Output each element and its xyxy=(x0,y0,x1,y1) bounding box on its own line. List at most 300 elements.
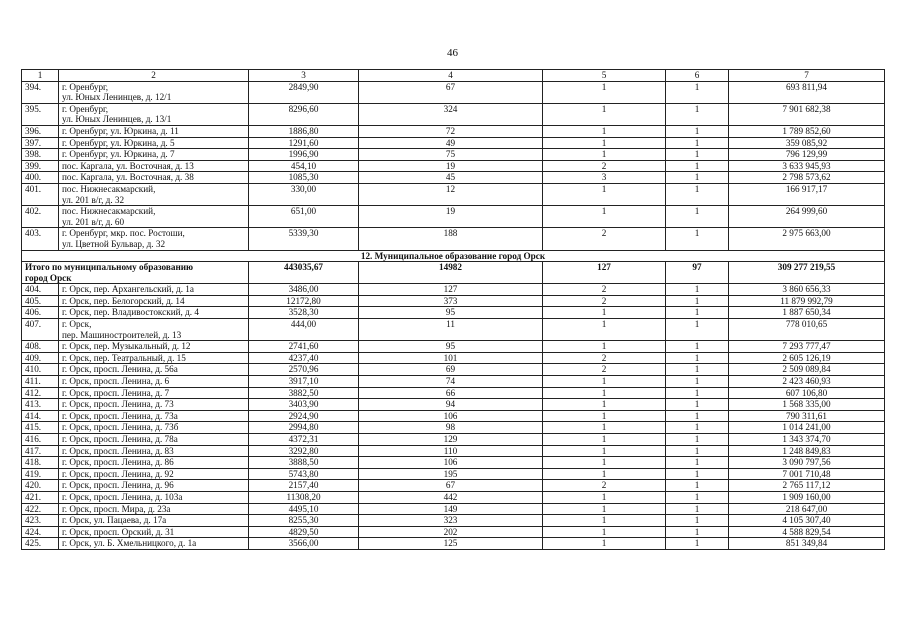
text-line: г. Орск, просп. Ленина, д. 73а xyxy=(62,410,178,421)
text-line: г. Оренбург, ул. Юркина, д. 11 xyxy=(62,125,179,136)
text-line: город Орск xyxy=(25,272,72,283)
col6-cell: 1 xyxy=(666,538,729,550)
row-number: 404. xyxy=(22,284,59,296)
table-row xyxy=(22,295,885,307)
residents-cell: 67 xyxy=(359,81,543,103)
row-number: 418. xyxy=(22,457,59,469)
col5-cell: 1 xyxy=(543,137,666,149)
address-cell xyxy=(59,81,249,103)
text-line: пос. Нижнесакмарский, xyxy=(62,206,156,217)
cost-cell: 778 010,65 xyxy=(729,319,885,341)
address-cell xyxy=(59,149,249,161)
cost-cell: 1 248 849,83 xyxy=(729,445,885,457)
cost-cell: 790 311,61 xyxy=(729,410,885,422)
area-cell: 3882,50 xyxy=(249,387,359,399)
col5-cell: 1 xyxy=(543,376,666,388)
cost-cell: 2 765 117,12 xyxy=(729,480,885,492)
col6-cell: 1 xyxy=(666,172,729,184)
area-cell: 3888,50 xyxy=(249,457,359,469)
text-line: г. Орск, ул. Б. Хмельницкого, д. 1а xyxy=(62,538,197,549)
col5-cell: 1 xyxy=(543,149,666,161)
area-cell: 3403,90 xyxy=(249,399,359,411)
row-number: 402. xyxy=(22,206,59,228)
cost-cell: 166 917,17 xyxy=(729,183,885,205)
area-cell: 444,00 xyxy=(249,319,359,341)
text-line: г. Орск, просп. Ленина, д. 6 xyxy=(62,376,170,387)
table-row xyxy=(22,307,885,319)
table-row xyxy=(22,137,885,149)
address-cell xyxy=(59,422,249,434)
area-cell: 3917,10 xyxy=(249,376,359,388)
col5-cell: 2 xyxy=(543,284,666,296)
row-number: 395. xyxy=(22,103,59,125)
residents-cell: 106 xyxy=(359,457,543,469)
row-number: 399. xyxy=(22,160,59,172)
table-row xyxy=(22,491,885,503)
cost-cell: 693 811,94 xyxy=(729,81,885,103)
row-number: 417. xyxy=(22,445,59,457)
area-cell: 651,00 xyxy=(249,206,359,228)
address-cell xyxy=(59,160,249,172)
residents-cell: 94 xyxy=(359,399,543,411)
cost-cell: 359 085,92 xyxy=(729,137,885,149)
text-line: г. Орск, пер. Владивостокский, д. 4 xyxy=(62,307,199,318)
cost-cell: 4 105 307,40 xyxy=(729,515,885,527)
residents-cell: 95 xyxy=(359,307,543,319)
col5-cell: 1 xyxy=(543,410,666,422)
table-row xyxy=(22,468,885,480)
text-line: г. Орск, просп. Ленина, д. 96 xyxy=(62,480,174,491)
text-line: пер. Машиностроителей, д. 13 xyxy=(62,329,182,340)
row-number: 410. xyxy=(22,364,59,376)
table-row xyxy=(22,103,885,125)
row-number: 409. xyxy=(22,352,59,364)
col6-cell: 1 xyxy=(666,399,729,411)
text-line: г. Оренбург, ул. Юркина, д. 5 xyxy=(62,137,175,148)
column-header: 3 xyxy=(249,70,359,82)
cost-cell: 7 293 777,47 xyxy=(729,341,885,353)
cost-cell: 851 349,84 xyxy=(729,538,885,550)
text-line: г. Оренбург, xyxy=(62,81,109,92)
residents-cell: 95 xyxy=(359,341,543,353)
table-row xyxy=(22,125,885,137)
table-row xyxy=(22,183,885,205)
col5-cell: 1 xyxy=(543,341,666,353)
address-cell xyxy=(59,183,249,205)
col5-cell: 3 xyxy=(543,172,666,184)
table-row xyxy=(22,503,885,515)
area-cell: 8255,30 xyxy=(249,515,359,527)
area-cell: 2849,90 xyxy=(249,81,359,103)
col6-cell: 1 xyxy=(666,206,729,228)
address-cell xyxy=(59,387,249,399)
col5-cell: 2 xyxy=(543,228,666,250)
residents-cell: 195 xyxy=(359,468,543,480)
col6-cell: 1 xyxy=(666,183,729,205)
col5-cell: 1 xyxy=(543,103,666,125)
col6-cell: 1 xyxy=(666,515,729,527)
table-row xyxy=(22,480,885,492)
row-number: 422. xyxy=(22,503,59,515)
address-cell xyxy=(59,341,249,353)
row-number: 423. xyxy=(22,515,59,527)
row-number: 411. xyxy=(22,376,59,388)
text-line: пос. Каргала, ул. Восточная, д. 38 xyxy=(62,172,194,183)
area-cell: 1996,90 xyxy=(249,149,359,161)
col6-cell: 1 xyxy=(666,422,729,434)
table-row xyxy=(22,206,885,228)
column-header: 2 xyxy=(59,70,249,82)
text-line: г. Орск, пер. Театральный, д. 15 xyxy=(62,352,186,363)
table-row xyxy=(22,434,885,446)
column-header: 6 xyxy=(666,70,729,82)
col5-cell: 2 xyxy=(543,480,666,492)
col5-cell: 1 xyxy=(543,491,666,503)
text-line: г. Орск, просп. Ленина, д. 56а xyxy=(62,364,178,375)
row-number: 405. xyxy=(22,295,59,307)
area-cell: 4829,50 xyxy=(249,526,359,538)
table-row xyxy=(22,538,885,550)
area-cell: 2924,90 xyxy=(249,410,359,422)
table-row xyxy=(22,160,885,172)
residents-cell: 323 xyxy=(359,515,543,527)
col5-cell: 2 xyxy=(543,364,666,376)
table-row xyxy=(22,172,885,184)
residents-cell: 49 xyxy=(359,137,543,149)
address-cell xyxy=(59,364,249,376)
total-col5: 127 xyxy=(543,262,666,284)
area-cell: 3528,30 xyxy=(249,307,359,319)
table-row xyxy=(22,352,885,364)
row-number: 414. xyxy=(22,410,59,422)
cost-cell: 11 879 992,79 xyxy=(729,295,885,307)
table-row xyxy=(22,526,885,538)
area-cell: 5339,30 xyxy=(249,228,359,250)
col5-cell: 1 xyxy=(543,526,666,538)
cost-cell: 3 090 797,56 xyxy=(729,457,885,469)
col5-cell: 1 xyxy=(543,183,666,205)
residents-cell: 324 xyxy=(359,103,543,125)
area-cell: 2570,96 xyxy=(249,364,359,376)
address-cell xyxy=(59,491,249,503)
header-row xyxy=(22,70,885,82)
residents-cell: 67 xyxy=(359,480,543,492)
area-cell: 454,10 xyxy=(249,160,359,172)
cost-cell: 796 129,99 xyxy=(729,149,885,161)
address-cell xyxy=(59,538,249,550)
row-number: 401. xyxy=(22,183,59,205)
area-cell: 2157,40 xyxy=(249,480,359,492)
cost-cell: 1 909 160,00 xyxy=(729,491,885,503)
address-cell xyxy=(59,526,249,538)
address-cell xyxy=(59,295,249,307)
table-row xyxy=(22,319,885,341)
col6-cell: 1 xyxy=(666,228,729,250)
cost-cell: 2 605 126,19 xyxy=(729,352,885,364)
col5-cell: 1 xyxy=(543,125,666,137)
residents-cell: 66 xyxy=(359,387,543,399)
row-number: 415. xyxy=(22,422,59,434)
col5-cell: 1 xyxy=(543,387,666,399)
col6-cell: 1 xyxy=(666,160,729,172)
area-cell: 2994,80 xyxy=(249,422,359,434)
text-line: г. Орск, просп. Ленина, д. 83 xyxy=(62,445,174,456)
col6-cell: 1 xyxy=(666,434,729,446)
col6-cell: 1 xyxy=(666,81,729,103)
row-number: 403. xyxy=(22,228,59,250)
table-row xyxy=(22,410,885,422)
area-cell: 12172,80 xyxy=(249,295,359,307)
text-line: г. Орск, просп. Ленина, д. 86 xyxy=(62,457,174,468)
residents-cell: 19 xyxy=(359,160,543,172)
row-number: 413. xyxy=(22,399,59,411)
row-number: 421. xyxy=(22,491,59,503)
row-number: 416. xyxy=(22,434,59,446)
col5-cell: 1 xyxy=(543,399,666,411)
col5-cell: 1 xyxy=(543,538,666,550)
col5-cell: 2 xyxy=(543,352,666,364)
area-cell: 4372,31 xyxy=(249,434,359,446)
address-cell xyxy=(59,228,249,250)
col5-cell: 1 xyxy=(543,307,666,319)
col6-cell: 1 xyxy=(666,149,729,161)
text-line: г. Орск, пер. Белогорский, д. 14 xyxy=(62,295,185,306)
address-cell xyxy=(59,457,249,469)
residents-cell: 74 xyxy=(359,376,543,388)
address-cell xyxy=(59,445,249,457)
address-cell xyxy=(59,137,249,149)
table-row xyxy=(22,399,885,411)
table-row xyxy=(22,228,885,250)
col6-cell: 1 xyxy=(666,125,729,137)
address-cell xyxy=(59,434,249,446)
cost-cell: 3 633 945,93 xyxy=(729,160,885,172)
text-line: г. Орск, просп. Мира, д. 23а xyxy=(62,503,171,514)
residents-cell: 129 xyxy=(359,434,543,446)
row-number: 412. xyxy=(22,387,59,399)
residents-cell: 101 xyxy=(359,352,543,364)
col6-cell: 1 xyxy=(666,376,729,388)
col5-cell: 1 xyxy=(543,445,666,457)
col6-cell: 1 xyxy=(666,457,729,469)
residents-cell: 45 xyxy=(359,172,543,184)
row-number: 408. xyxy=(22,341,59,353)
area-cell: 1291,60 xyxy=(249,137,359,149)
cost-cell: 7 001 710,48 xyxy=(729,468,885,480)
address-cell xyxy=(59,410,249,422)
housing-table xyxy=(21,69,885,550)
col6-cell: 1 xyxy=(666,103,729,125)
area-cell: 8296,60 xyxy=(249,103,359,125)
row-number: 396. xyxy=(22,125,59,137)
address-cell xyxy=(59,206,249,228)
text-line: г. Орск, просп. Ленина, д. 7 xyxy=(62,387,170,398)
col6-cell: 1 xyxy=(666,445,729,457)
row-number: 420. xyxy=(22,480,59,492)
cost-cell: 264 999,60 xyxy=(729,206,885,228)
address-cell xyxy=(59,284,249,296)
address-cell xyxy=(59,307,249,319)
cost-cell: 218 647,00 xyxy=(729,503,885,515)
table-row xyxy=(22,445,885,457)
col5-cell: 2 xyxy=(543,160,666,172)
cost-cell: 607 106,80 xyxy=(729,387,885,399)
address-cell xyxy=(59,352,249,364)
table-row xyxy=(22,422,885,434)
text-line: Итого по муниципальному образованию xyxy=(25,262,194,273)
total-area: 443035,67 xyxy=(249,262,359,284)
row-number: 424. xyxy=(22,526,59,538)
col5-cell: 1 xyxy=(543,503,666,515)
text-line: ул. 201 в/г, д. 60 xyxy=(62,216,125,227)
cost-cell: 2 798 573,62 xyxy=(729,172,885,184)
text-line: г. Орск, просп. Ленина, д. 73б xyxy=(62,422,179,433)
residents-cell: 149 xyxy=(359,503,543,515)
text-line: г. Оренбург, xyxy=(62,103,109,114)
cost-cell: 1 789 852,60 xyxy=(729,125,885,137)
cost-cell: 2 975 663,00 xyxy=(729,228,885,250)
column-header: 1 xyxy=(22,70,59,82)
address-cell xyxy=(59,515,249,527)
area-cell: 3486,00 xyxy=(249,284,359,296)
residents-cell: 125 xyxy=(359,538,543,550)
area-cell: 1085,30 xyxy=(249,172,359,184)
residents-cell: 12 xyxy=(359,183,543,205)
cost-cell: 3 860 656,33 xyxy=(729,284,885,296)
text-line: г. Орск, просп. Ленина, д. 78а xyxy=(62,434,178,444)
residents-cell: 202 xyxy=(359,526,543,538)
col6-cell: 1 xyxy=(666,387,729,399)
col5-cell: 2 xyxy=(543,295,666,307)
text-line: пос. Каргала, ул. Восточная, д. 13 xyxy=(62,160,194,171)
cost-cell: 1 014 241,00 xyxy=(729,422,885,434)
row-number: 400. xyxy=(22,172,59,184)
cost-cell: 1 568 335,00 xyxy=(729,399,885,411)
cost-cell: 1 887 650,34 xyxy=(729,307,885,319)
col6-cell: 1 xyxy=(666,410,729,422)
col5-cell: 1 xyxy=(543,515,666,527)
address-cell xyxy=(59,172,249,184)
column-header: 5 xyxy=(543,70,666,82)
residents-cell: 106 xyxy=(359,410,543,422)
section-row xyxy=(22,250,885,262)
residents-cell: 11 xyxy=(359,319,543,341)
row-number: 425. xyxy=(22,538,59,550)
page-number: 46 xyxy=(447,47,458,59)
table-row xyxy=(22,457,885,469)
residents-cell: 110 xyxy=(359,445,543,457)
cost-cell: 2 423 460,93 xyxy=(729,376,885,388)
text-line: ул. 201 в/г, д. 32 xyxy=(62,194,125,205)
col6-cell: 1 xyxy=(666,352,729,364)
total-label xyxy=(22,262,249,284)
total-row xyxy=(22,262,885,284)
area-cell: 11308,20 xyxy=(249,491,359,503)
section-title: 12. Муниципальное образование город Орск xyxy=(22,250,885,262)
row-number: 419. xyxy=(22,468,59,480)
table-row xyxy=(22,341,885,353)
col6-cell: 1 xyxy=(666,503,729,515)
area-cell: 3292,80 xyxy=(249,445,359,457)
col6-cell: 1 xyxy=(666,491,729,503)
text-line: г. Орск, xyxy=(62,319,92,330)
text-line: г. Орск, просп. Ленина, д. 92 xyxy=(62,468,174,479)
row-number: 397. xyxy=(22,137,59,149)
address-cell xyxy=(59,103,249,125)
address-cell xyxy=(59,503,249,515)
row-number: 394. xyxy=(22,81,59,103)
col6-cell: 1 xyxy=(666,480,729,492)
col6-cell: 1 xyxy=(666,295,729,307)
col6-cell: 1 xyxy=(666,341,729,353)
col6-cell: 1 xyxy=(666,364,729,376)
area-cell: 2741,60 xyxy=(249,341,359,353)
total-cost: 309 277 219,55 xyxy=(729,262,885,284)
col6-cell: 1 xyxy=(666,319,729,341)
address-cell xyxy=(59,376,249,388)
col6-cell: 1 xyxy=(666,284,729,296)
address-cell xyxy=(59,125,249,137)
text-line: ул. Цветной Бульвар, д. 32 xyxy=(62,238,166,249)
col5-cell: 1 xyxy=(543,468,666,480)
residents-cell: 19 xyxy=(359,206,543,228)
cost-cell: 7 901 682,38 xyxy=(729,103,885,125)
text-line: г. Орск, просп. Орский, д. 31 xyxy=(62,526,175,537)
text-line: г. Орск, просп. Ленина, д. 103а xyxy=(62,491,183,502)
address-cell xyxy=(59,399,249,411)
residents-cell: 188 xyxy=(359,228,543,250)
table-row xyxy=(22,364,885,376)
col5-cell: 1 xyxy=(543,457,666,469)
residents-cell: 98 xyxy=(359,422,543,434)
table-row xyxy=(22,81,885,103)
text-line: г. Орск, пер. Музыкальный, д. 12 xyxy=(62,341,191,352)
text-line: г. Орск, пер. Архангельский, д. 1а xyxy=(62,284,194,295)
area-cell: 330,00 xyxy=(249,183,359,205)
residents-cell: 442 xyxy=(359,491,543,503)
area-cell: 3566,00 xyxy=(249,538,359,550)
text-line: ул. Юных Ленинцев, д. 13/1 xyxy=(62,114,172,125)
residents-cell: 69 xyxy=(359,364,543,376)
cost-cell: 2 509 089,84 xyxy=(729,364,885,376)
table-row xyxy=(22,149,885,161)
text-line: г. Орск, ул. Пацаева, д. 17а xyxy=(62,515,167,526)
col5-cell: 1 xyxy=(543,81,666,103)
cost-cell: 1 343 374,70 xyxy=(729,434,885,446)
col6-cell: 1 xyxy=(666,526,729,538)
col5-cell: 1 xyxy=(543,206,666,228)
text-line: г. Оренбург, мкр. пос. Ростоши, xyxy=(62,228,185,239)
cost-cell: 4 588 829,54 xyxy=(729,526,885,538)
column-header: 7 xyxy=(729,70,885,82)
residents-cell: 373 xyxy=(359,295,543,307)
area-cell: 4237,40 xyxy=(249,352,359,364)
area-cell: 5743,80 xyxy=(249,468,359,480)
residents-cell: 75 xyxy=(359,149,543,161)
col6-cell: 1 xyxy=(666,307,729,319)
area-cell: 1886,80 xyxy=(249,125,359,137)
col5-cell: 1 xyxy=(543,434,666,446)
col6-cell: 1 xyxy=(666,468,729,480)
residents-cell: 72 xyxy=(359,125,543,137)
text-line: ул. Юных Ленинцев, д. 12/1 xyxy=(62,92,172,103)
address-cell xyxy=(59,468,249,480)
text-line: г. Орск, просп. Ленина, д. 73 xyxy=(62,399,174,410)
col5-cell: 1 xyxy=(543,422,666,434)
text-line: пос. Нижнесакмарский, xyxy=(62,183,156,194)
table-row xyxy=(22,284,885,296)
column-header: 4 xyxy=(359,70,543,82)
